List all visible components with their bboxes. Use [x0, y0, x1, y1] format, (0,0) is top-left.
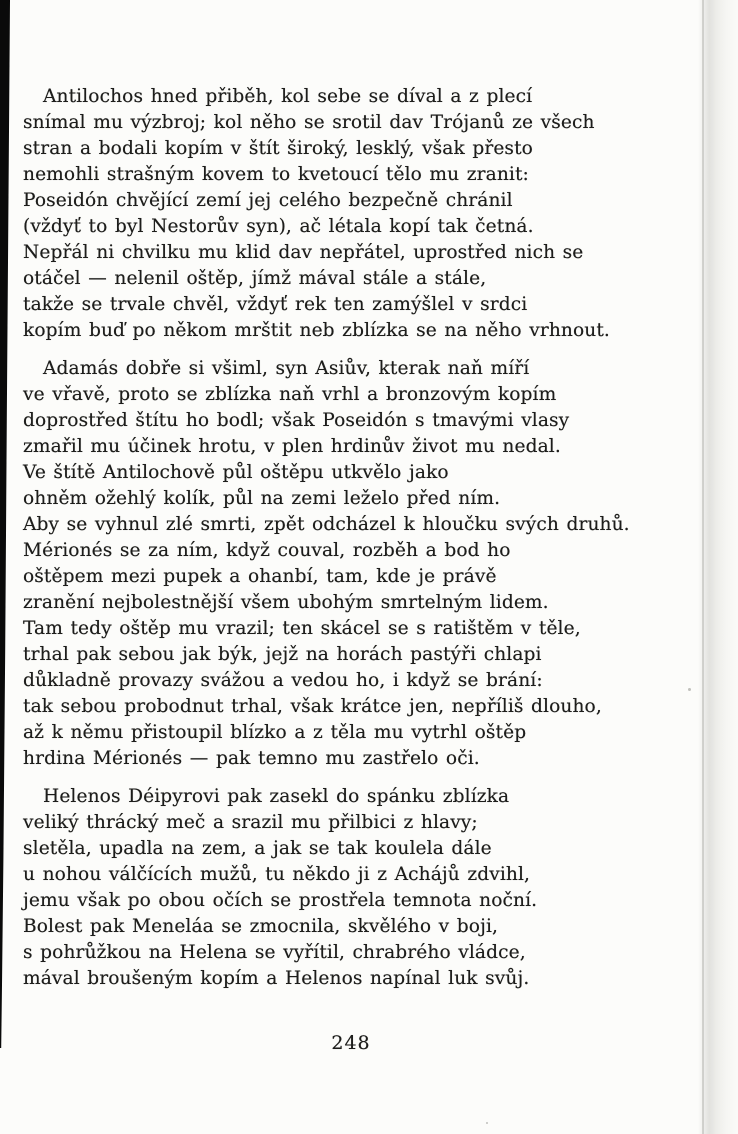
page-edge-shadow-right [698, 0, 738, 1134]
poem-text-block [23, 84, 630, 992]
verse-line: trhal pak sebou jak býk, jejž na horách pastýři chlapi [23, 644, 542, 665]
scan-edge-artifact-left [0, 0, 10, 1048]
verse-line: (vždyť to byl Nestorův syn), ač létala kopí tak četná. [23, 216, 534, 237]
verse-line: Mérionés se za ním, když couval, rozběh a bod ho [23, 540, 511, 561]
verse-line: ve vřavě, proto se zblízka naň vrhl a bronzovým kopím [23, 384, 557, 405]
verse-line: důkladně provazy svážou a vedou ho, i když se brání: [23, 670, 543, 691]
verse-line: oštěpem mezi pupek a ohanbí, tam, kde je právě [23, 566, 497, 587]
verse-line: kopím buď po někom mrštit neb zblízka se na něho vrhnout. [23, 320, 610, 341]
verse-line: snímal mu výzbroj; kol něho se srotil dav Trójanů ze všech [23, 112, 595, 133]
page-edge-line [702, 0, 704, 1134]
verse-line: Tam tedy oštěp mu vrazil; ten skácel se s ratištěm v těle, [23, 618, 581, 639]
verse-line: sletěla, upadla na zem, a jak se tak koulela dále [23, 838, 492, 859]
verse-line: veliký thrácký meč a srazil mu přilbici z hlavy; [23, 812, 478, 833]
page-number: 248 [331, 1032, 371, 1054]
verse-line: až k němu přistoupil blízko a z těla mu vytrhl oštěp [23, 722, 527, 743]
verse-line: takže se trvale chvěl, vždyť rek ten zamýšlel v srdci [23, 294, 528, 315]
stanza-2 [23, 356, 630, 772]
scan-speck [688, 688, 691, 691]
verse-line: zmařil mu účinek hrotu, v plen hrdinův život mu nedal. [23, 436, 561, 457]
verse-line: Bolest pak Meneláa se zmocnila, skvělého v boji, [23, 916, 498, 937]
verse-line: mával broušeným kopím a Helenos napínal luk svůj. [23, 968, 530, 989]
verse-line: Poseidón chvějící zemí jej celého bezpečně chránil [23, 190, 513, 211]
verse-line: tak sebou probodnut trhal, však krátce jen, nepříliš dlouho, [23, 696, 602, 717]
scan-speck [486, 1122, 488, 1124]
verse-line: ohněm ožehlý kolík, půl na zemi leželo před ním. [23, 488, 501, 509]
verse-line: stran a bodali kopím v štít široký, lesklý, však přesto [23, 138, 533, 159]
verse-line: Aby se vyhnul zlé smrti, zpět odcházel k hloučku svých druhů. [23, 514, 630, 535]
verse-line: u nohou válčících mužů, tu někdo ji z Achájů zdvihl, [23, 864, 531, 885]
verse-line: zranění nejbolestnější všem ubohým smrtelným lidem. [23, 592, 549, 613]
verse-line: hrdina Mérionés — pak temno mu zastřelo oči. [23, 748, 480, 769]
verse-line: doprostřed štítu ho bodl; však Poseidón s tmavými vlasy [23, 410, 570, 431]
verse-line: s pohrůžkou na Helena se vyřítil, chrabrého vládce, [23, 942, 526, 963]
verse-line: otáčel — nelenil oštěp, jímž mával stále a stále, [23, 268, 487, 289]
verse-line: Nepřál ni chvilku mu klid dav nepřátel, uprostřed nich se [23, 242, 584, 263]
verse-line: Adamás dobře si všiml, syn Asiův, kterak naň míří [43, 358, 530, 379]
verse-line: Ve štítě Antilochově půl oštěpu utkvělo jako [23, 462, 449, 483]
verse-line: jemu však po obou očích se prostřela temnota noční. [23, 890, 538, 911]
verse-line: Helenos Déipyrovi pak zasekl do spánku zblízka [43, 786, 510, 807]
stanza-3 [23, 784, 630, 992]
stanza-1 [23, 84, 630, 344]
verse-line: Antilochos hned přiběh, kol sebe se díval a z plecí [43, 86, 533, 107]
verse-line: nemohli strašným kovem to kvetoucí tělo mu zranit: [23, 164, 529, 185]
